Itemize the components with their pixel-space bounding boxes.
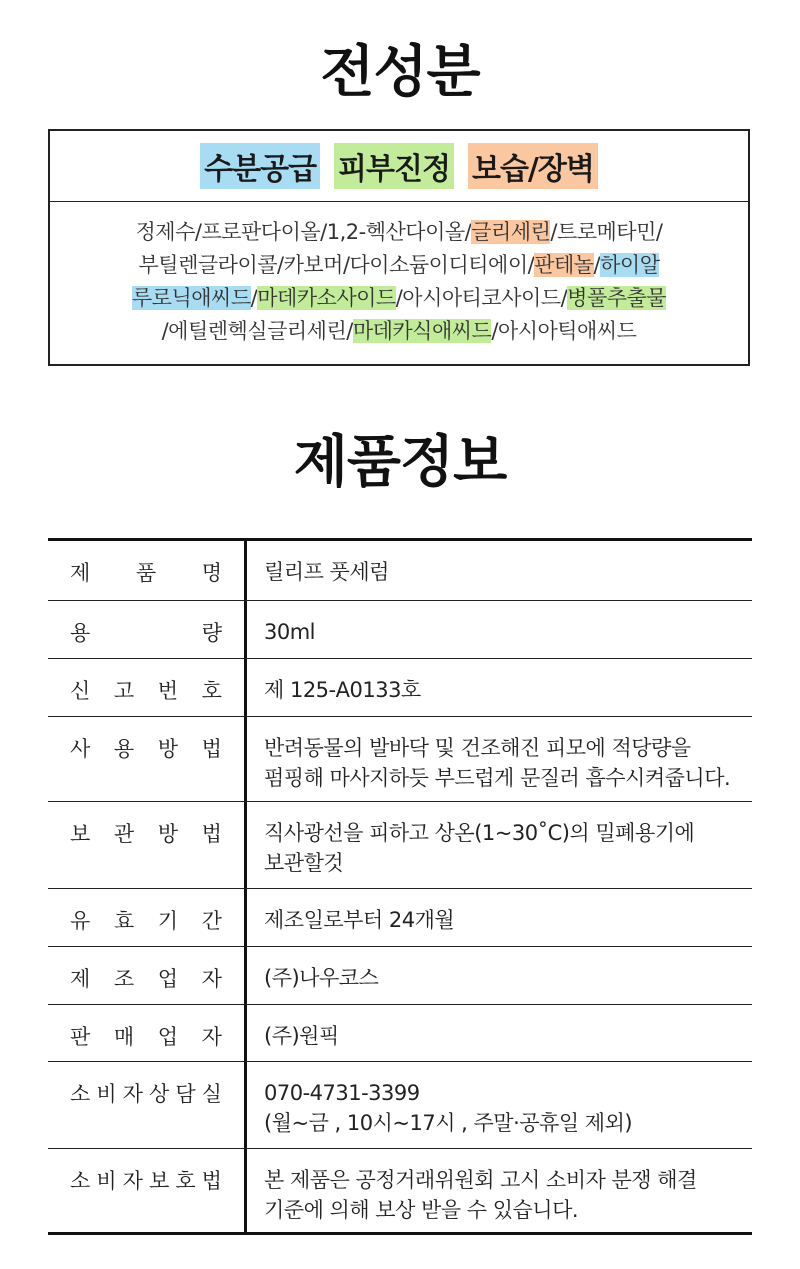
table-row <box>48 801 752 888</box>
row-label <box>48 1062 247 1148</box>
category-tag: 피부진정 <box>334 143 454 189</box>
row-label-char: 사 <box>70 737 91 761</box>
row-label-char: 호 <box>201 679 222 703</box>
highlighted-ingredient: 마데카식애씨드 <box>352 319 492 343</box>
row-value-line: (주)나우코스 <box>264 966 379 990</box>
row-label-char: 호 <box>175 1169 196 1193</box>
row-label-char: 자 <box>122 1169 143 1193</box>
row-label-char: 자 <box>201 967 222 991</box>
row-label-char: 업 <box>157 967 179 991</box>
table-row <box>48 1061 752 1148</box>
row-value-line: 070-4731-3399 <box>264 1081 420 1105</box>
row-value <box>247 717 752 801</box>
table-row <box>48 946 752 1004</box>
row-label-char: 량 <box>201 621 222 645</box>
row-label-char: 비 <box>96 1169 117 1193</box>
highlighted-ingredient: 판테놀 <box>534 253 594 277</box>
row-label <box>48 1149 247 1232</box>
row-label-char: 간 <box>201 909 222 933</box>
row-label-char: 소 <box>70 1082 91 1106</box>
ingredients-title: 전성분 <box>320 40 480 105</box>
ingredient-text: /트로메타민/ <box>550 220 663 244</box>
ingredient-line <box>50 249 748 282</box>
highlighted-ingredient: 글리세린 <box>471 220 551 244</box>
highlighted-ingredient: 루로닉애씨드 <box>131 286 251 310</box>
highlighted-ingredient: 하이알 <box>600 253 660 277</box>
ingredients-box <box>48 129 750 366</box>
row-label-char: 효 <box>113 909 135 933</box>
row-label-char: 법 <box>201 822 222 846</box>
row-value <box>247 1005 752 1061</box>
row-label-char: 방 <box>157 822 179 846</box>
row-label <box>48 601 247 658</box>
row-label-char: 방 <box>157 737 179 761</box>
row-label <box>48 659 247 716</box>
row-label-char: 보 <box>148 1169 170 1193</box>
row-label-char: 담 <box>175 1082 196 1106</box>
row-label-char: 제 <box>70 967 91 991</box>
row-label-char: 신 <box>70 679 91 703</box>
row-label-char: 판 <box>70 1025 91 1049</box>
table-row <box>48 1148 752 1232</box>
row-value-line: 30ml <box>264 620 316 644</box>
category-tag: 보습/장벽 <box>468 143 598 189</box>
row-label-char: 실 <box>201 1082 222 1106</box>
row-label <box>48 541 247 600</box>
row-value-line: 제조일로부터 24개월 <box>264 908 455 932</box>
ingredient-text: / <box>593 253 601 277</box>
row-label <box>48 802 247 888</box>
row-value-line: 직사광선을 피하고 상온(1~30˚C)의 밀폐용기에 <box>264 821 695 845</box>
row-label-char: 자 <box>201 1025 222 1049</box>
row-value <box>247 947 752 1004</box>
row-label-char: 소 <box>70 1169 91 1193</box>
row-label-char: 용 <box>70 621 91 645</box>
row-label-char: 업 <box>157 1025 179 1049</box>
row-label-char: 번 <box>157 679 179 703</box>
row-label <box>48 717 247 801</box>
row-label-char: 유 <box>70 909 91 933</box>
row-value <box>247 601 752 658</box>
row-label-char: 조 <box>113 967 135 991</box>
row-value <box>247 541 752 600</box>
table-row <box>48 1004 752 1061</box>
row-value <box>247 659 752 716</box>
ingredient-line <box>50 216 748 249</box>
row-value-line: 보관할것 <box>264 851 344 875</box>
row-label-char: 보 <box>70 822 91 846</box>
ingredient-text: / <box>250 286 258 310</box>
row-value-line: 릴리프 풋세럼 <box>264 560 389 584</box>
row-value-line: (주)원픽 <box>264 1024 339 1048</box>
row-label-char: 제 <box>70 561 91 585</box>
row-label-char: 법 <box>201 737 222 761</box>
row-label <box>48 947 247 1004</box>
ingredient-text: /아시아틱애씨드 <box>491 319 637 343</box>
category-tag: 수분공급 <box>200 143 320 189</box>
row-value-line: 기준에 의해 보상 받을 수 있습니다. <box>264 1198 579 1222</box>
row-value-line: 본 제품은 공정거래위원회 고시 소비자 분쟁 해결 <box>264 1168 697 1192</box>
table-row <box>48 658 752 716</box>
row-value <box>247 1062 752 1148</box>
row-value-line: (월~금 , 10시~17시 , 주말·공휴일 제외) <box>264 1111 633 1135</box>
table-row <box>48 600 752 658</box>
row-value <box>247 889 752 946</box>
ingredient-text: 부틸렌글라이콜/카보머/다이소듐이디티에이/ <box>138 253 535 277</box>
row-label-char: 자 <box>122 1082 143 1106</box>
row-label-char: 품 <box>135 561 157 585</box>
ingredient-text: /아시아티코사이드/ <box>395 286 568 310</box>
row-label-char: 기 <box>157 909 179 933</box>
product-info-table <box>48 538 752 1235</box>
ingredient-category-legend <box>50 131 748 202</box>
ingredient-list <box>50 202 748 348</box>
row-label-char: 비 <box>96 1082 117 1106</box>
ingredient-line <box>50 315 748 348</box>
row-label <box>48 1005 247 1061</box>
row-label-char: 고 <box>113 679 135 703</box>
highlighted-ingredient: 병풀추출물 <box>567 286 667 310</box>
product-info-title: 제품정보 <box>293 430 507 495</box>
row-value-line: 제 125-A0133호 <box>264 678 421 702</box>
row-label <box>48 889 247 946</box>
highlighted-ingredient: 마데카소사이드 <box>257 286 396 310</box>
ingredient-text: 정제수/프로판다이올/1,2-헥산다이올/ <box>135 220 472 244</box>
table-row <box>48 716 752 801</box>
row-label-char: 상 <box>148 1082 170 1106</box>
ingredient-text: /에틸렌헥실글리세린/ <box>161 319 353 343</box>
table-row <box>48 541 752 600</box>
row-label-char: 관 <box>113 822 135 846</box>
row-label-char: 명 <box>201 561 222 585</box>
row-value <box>247 1149 752 1232</box>
ingredient-line <box>50 282 748 315</box>
row-label-char: 매 <box>113 1025 135 1049</box>
row-label-char: 용 <box>113 737 135 761</box>
row-value-line: 반려동물의 발바닥 및 건조해진 피모에 적당량을 <box>264 736 691 760</box>
row-label-char: 법 <box>201 1169 222 1193</box>
table-row <box>48 888 752 946</box>
row-value-line: 펌핑해 마사지하듯 부드럽게 문질러 흡수시켜줍니다. <box>264 766 731 790</box>
row-value <box>247 802 752 888</box>
